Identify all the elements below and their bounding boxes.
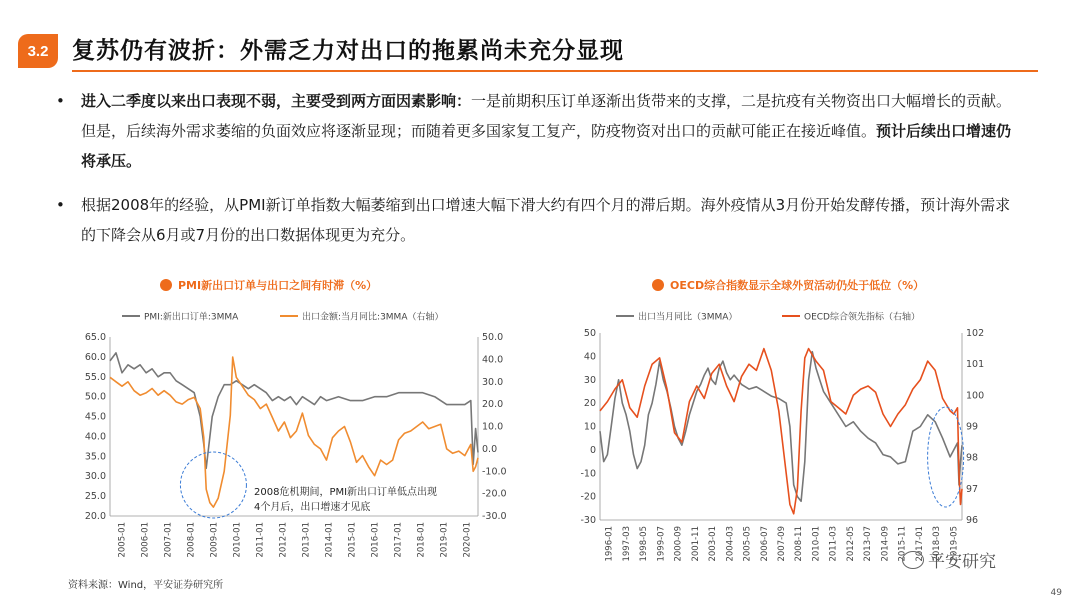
x-tick-label: 2008-11 <box>794 526 805 562</box>
right-tick-label: 101 <box>966 359 985 371</box>
bullet-dot-icon: • <box>56 196 65 214</box>
x-tick-label: 2017-01 <box>393 522 404 558</box>
left-tick-label: 0 <box>589 444 596 456</box>
watermark-text: 平安研究 <box>928 552 996 572</box>
right-tick-label: 40.0 <box>482 354 504 366</box>
x-tick-label: 2010-01 <box>811 526 822 562</box>
pmi-export-chart <box>60 297 507 575</box>
bullet-text: 一是前期积压订单逐渐出货带来的支撑，二是抗疫有关物资出口大幅增长的贡献。但是，后续海外需求萎缩的负面效应将逐渐显现；而随着更多国家复工复产，防疫物资对出口的贡献可能正在接近峰值。 <box>81 92 1012 140</box>
left-tick-label: 30.0 <box>84 471 106 483</box>
x-tick-label: 2018-01 <box>416 522 427 558</box>
x-tick-label: 2020-01 <box>462 522 473 558</box>
chart1-title-text: PMI新出口订单与出口之间有时滞（%） <box>178 279 378 292</box>
right-tick-label: 102 <box>966 328 985 339</box>
x-tick-label: 2016-01 <box>370 522 381 558</box>
x-tick-label: 2014-01 <box>324 522 335 558</box>
source-note: 资料来源：Wind，平安证券研究所 <box>68 580 224 591</box>
page-number: 49 <box>1050 588 1062 598</box>
x-tick-label: 1997-03 <box>621 526 632 562</box>
x-tick-label: 2019-01 <box>439 522 450 558</box>
watermark <box>902 547 996 572</box>
right-tick-label: -30.0 <box>482 511 507 522</box>
wechat-icon <box>902 551 924 569</box>
x-tick-label: 2011-01 <box>255 522 266 558</box>
left-tick-label: -20 <box>580 491 596 503</box>
x-tick-label: 1996-01 <box>604 526 615 562</box>
x-tick-label: 2010-01 <box>232 522 243 558</box>
left-tick-label: 60.0 <box>84 351 106 363</box>
left-tick-label: 35.0 <box>84 451 106 463</box>
legend-label: PMI:新出口订单:3MMA <box>144 312 239 323</box>
x-tick-label: 2013-01 <box>301 522 312 558</box>
x-tick-label: 1999-07 <box>656 526 667 562</box>
x-tick-label: 2001-11 <box>690 526 701 562</box>
x-tick-label: 2005-01 <box>117 522 128 558</box>
left-tick-label: 20 <box>583 398 596 410</box>
crisis-highlight-circle <box>180 452 246 518</box>
x-tick-label: 1998-05 <box>639 526 650 562</box>
bullet-text: 根据2008年的经验，从PMI新订单指数大幅萎缩到出口增速大幅下滑大约有四个月的滞后期。海外疫情从3月份开始发酵传播，预计海外需求的下降会从6月或7月份的出口数据体现更为充分。 <box>81 196 1011 244</box>
x-tick-label: 2005-05 <box>742 526 753 562</box>
left-tick-label: 30 <box>583 374 596 386</box>
chart2-title-text: OECD综合指数显示全球外贸活动仍处于低位（%） <box>670 279 925 292</box>
left-tick-label: -30 <box>580 515 596 526</box>
left-tick-label: 50.0 <box>84 391 106 403</box>
bullet-bold-tail: 预计后续出口增速仍将承压。 <box>81 122 1012 170</box>
x-tick-label: 2017-01 <box>914 526 925 562</box>
legend-label: OECD综合领先指标（右轴） <box>804 312 920 323</box>
bullet-point <box>56 86 1016 176</box>
left-tick-label: -10 <box>580 468 596 480</box>
right-tick-label: 50.0 <box>482 332 504 343</box>
x-tick-label: 2006-01 <box>140 522 151 558</box>
slide-header <box>18 30 1060 72</box>
x-tick-label: 2004-03 <box>725 526 736 562</box>
right-tick-label: 97 <box>966 483 979 495</box>
x-tick-label: 2018-03 <box>932 526 943 562</box>
right-tick-label: 100 <box>966 390 985 402</box>
x-tick-label: 2009-01 <box>209 522 220 558</box>
chart1-title <box>160 277 377 293</box>
left-tick-label: 50 <box>583 328 596 339</box>
right-tick-label: 96 <box>966 515 979 526</box>
left-tick-label: 40 <box>583 351 596 363</box>
legend-label: 出口当月同比（3MMA） <box>638 312 738 323</box>
x-tick-label: 2014-09 <box>880 526 891 562</box>
x-tick-label: 2015-01 <box>347 522 358 558</box>
right-tick-label: 30.0 <box>482 376 504 388</box>
left-tick-label: 20.0 <box>84 511 106 522</box>
x-tick-label: 2013-07 <box>863 526 874 562</box>
series-line-0 <box>110 353 478 468</box>
x-tick-label: 2007-01 <box>163 522 174 558</box>
chart-marker-icon <box>160 279 172 291</box>
left-tick-label: 10 <box>583 421 596 433</box>
x-tick-label: 2007-09 <box>777 526 787 562</box>
series-line-1 <box>110 357 478 507</box>
left-tick-label: 45.0 <box>84 411 106 423</box>
bullet-dot-icon: • <box>56 92 65 110</box>
series-line-1 <box>600 349 962 514</box>
bullet-bold-lead: 进入二季度以来出口表现不弱，主要受到两方面因素影响： <box>81 92 472 110</box>
x-tick-label: 2015-11 <box>897 526 908 562</box>
right-tick-label: -20.0 <box>482 488 507 500</box>
x-tick-label: 2003-01 <box>708 526 719 562</box>
right-tick-label: 10.0 <box>482 421 504 433</box>
slide-title: 复苏仍有波折：外需乏力对出口的拖累尚未充分显现 <box>72 38 624 64</box>
annotation-line-1: 2008危机期间，PMI新出口订单低点出现 <box>254 487 438 498</box>
x-tick-label: 2012-01 <box>278 522 289 558</box>
x-tick-label: 2000-09 <box>673 526 684 562</box>
left-tick-label: 40.0 <box>84 431 106 443</box>
right-tick-label: -10.0 <box>482 466 507 478</box>
right-tick-label: 20.0 <box>482 399 504 411</box>
legend-label: 出口金额:当月同比:3MMA（右轴） <box>302 312 444 323</box>
x-tick-label: 2012-05 <box>845 526 856 562</box>
title-underline <box>72 70 1038 72</box>
x-tick-label: 2008-01 <box>186 522 197 558</box>
right-tick-label: 98 <box>966 452 979 464</box>
x-tick-label: 2011-03 <box>828 526 839 562</box>
right-tick-label: 0.0 <box>482 443 498 455</box>
bullet-point <box>56 190 1016 250</box>
chart2-title <box>652 277 924 293</box>
section-badge: 3.2 <box>18 34 58 68</box>
annotation-line-2: 4个月后，出口增速才见底 <box>254 502 371 513</box>
left-tick-label: 25.0 <box>84 491 106 503</box>
x-tick-label: 2019-05 <box>949 526 960 562</box>
x-tick-label: 2006-07 <box>759 526 770 562</box>
left-tick-label: 65.0 <box>84 332 106 343</box>
oecd-export-chart <box>560 297 985 575</box>
left-tick-label: 55.0 <box>84 371 106 383</box>
right-tick-label: 99 <box>966 421 979 433</box>
chart-marker-icon <box>652 279 664 291</box>
